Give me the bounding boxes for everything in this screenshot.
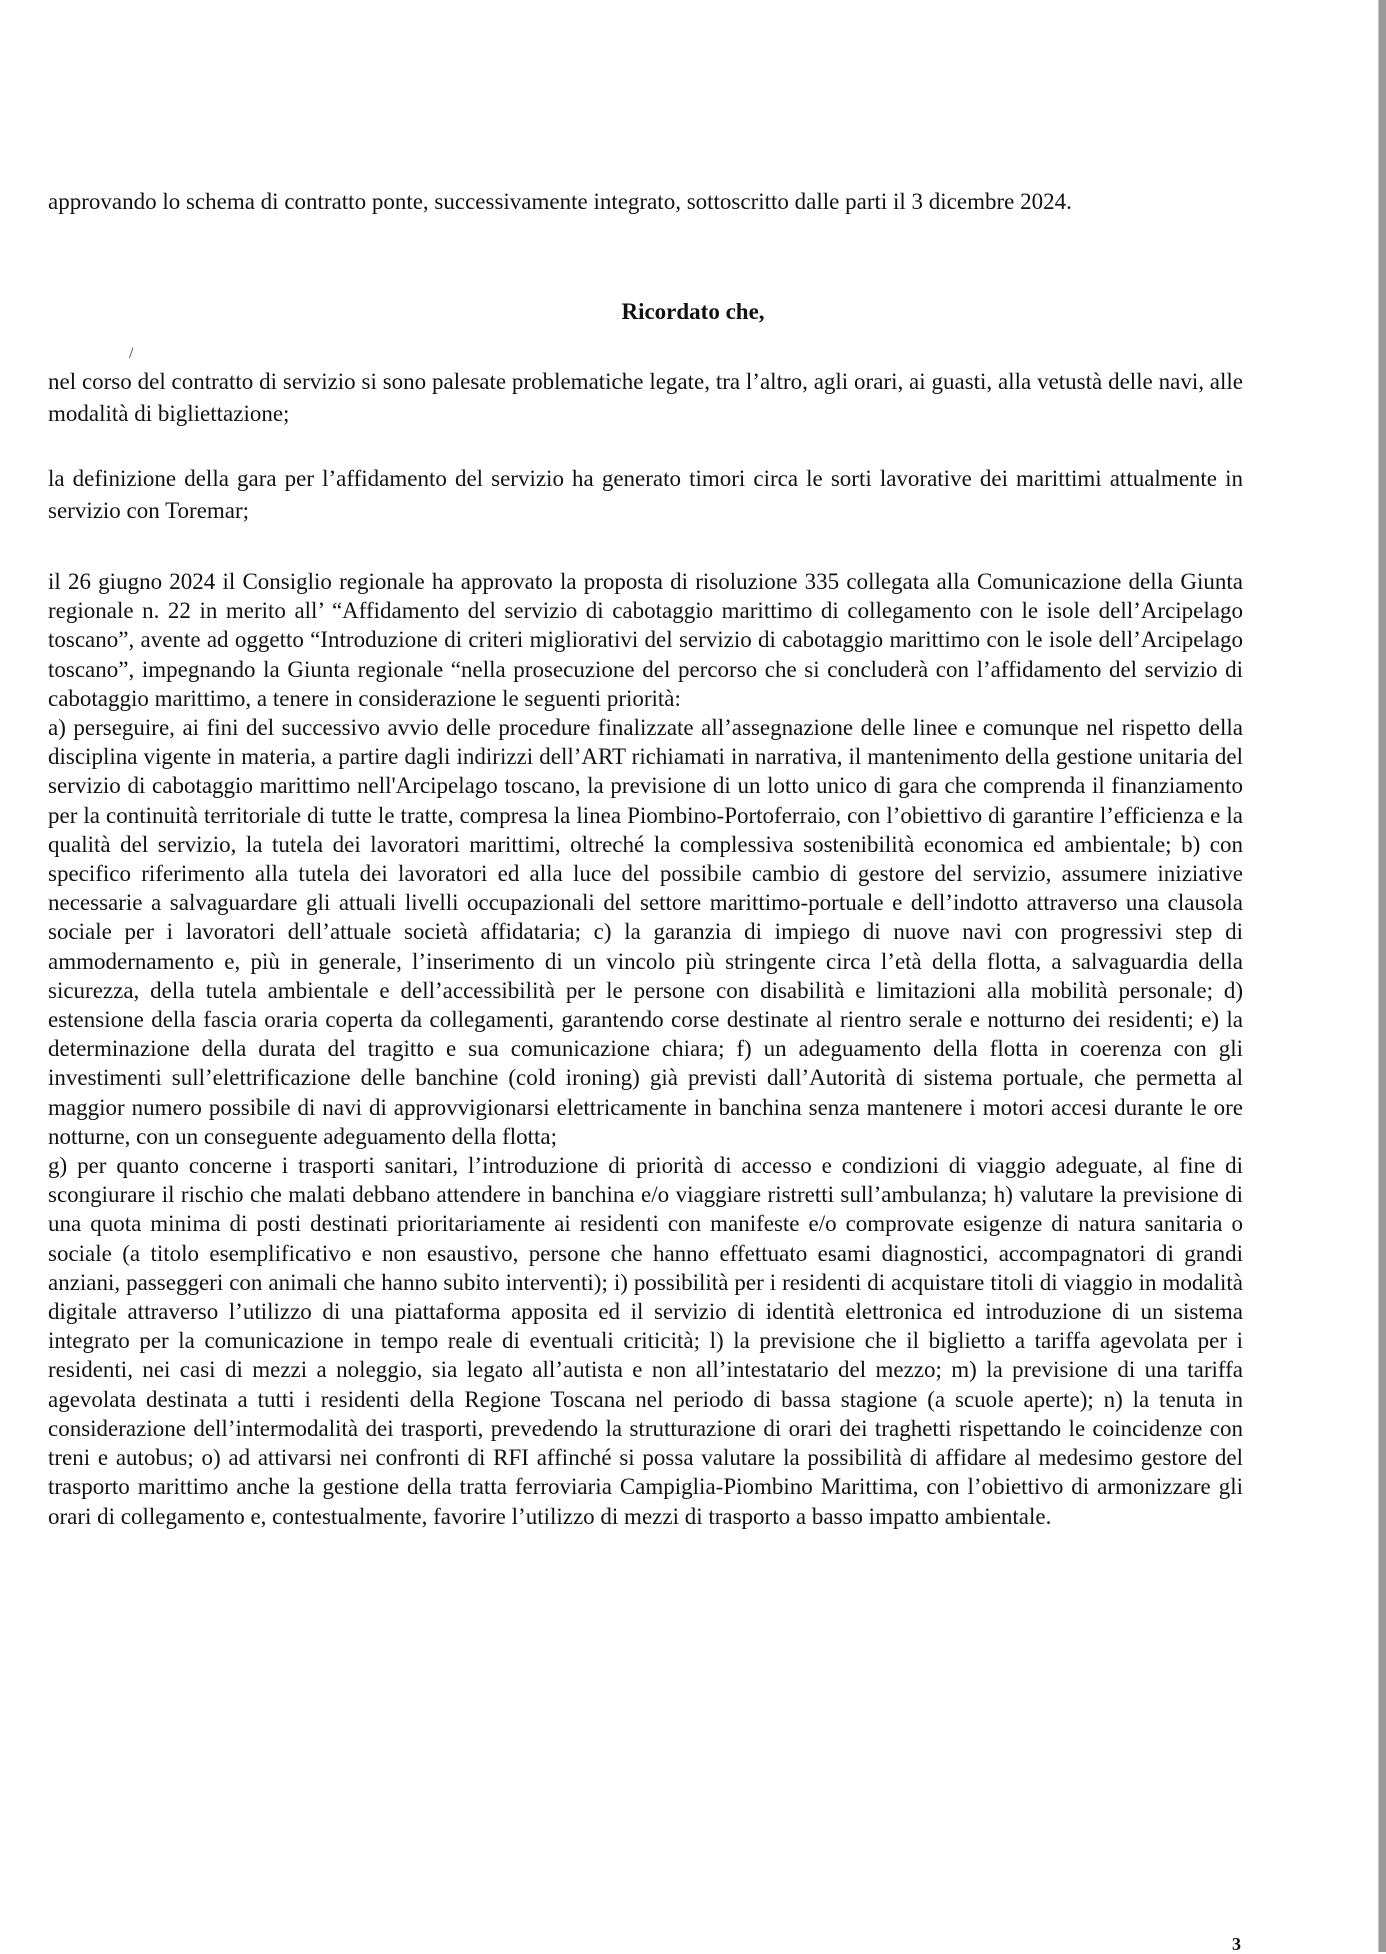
page-number: 3 (1232, 1934, 1241, 1954)
priorities-g-to-o: g) per quanto concerne i trasporti sanitari, l’introduzione di priorità di accesso e condizioni di viaggio adeguate, al fine di scongiurare il rischio che malati debbano attendere in banchina e/o viaggiare ristretti sull’ambulanza; h) valutare la previsione di una quota minima di posti destinati prioritariamente ai residenti con manifeste e/o comprovate esigenze di natura sanitaria o sociale (a titolo esemplificativo e non esaustivo, persone che hanno effettuato esami diagnostici, accompagnatori di grandi anziani, passeggeri con animali che hanno subito interventi); i) possibilità per i residenti di acquistare titoli di viaggio in modalità digitale attraverso l’utilizzo di una piattaforma apposita ed il servizio di identità elettronica ed introduzione di un sistema integrato per la comunicazione in tempo reale di eventuali criticità; l) la previsione che il biglietto a tariffa agevolata per i residenti, nei casi di mezzi a noleggio, sia legato all’autista e non all’intestatario del mezzo; m) la previsione di una tariffa agevolata destinata a tutti i residenti della Regione Toscana nel periodo di bassa stagione (a scuole aperte); n) la tenuta in considerazione dell’intermodalità dei trasporti, prevedendo la strutturazione di orari dei traghetti rispettando le coincidenze con treni e autobus; o) ad attivarsi nei confronti di RFI affinché si possa valutare la possibilità di affidare al medesimo gestore del trasporto marittimo anche la gestione della tratta ferroviaria Campiglia-Piombino Marittima, con l’obiettivo di armonizzare gli orari di collegamento e, contestualmente, favorire l’utilizzo di mezzi di trasporto a basso impatto ambientale. (48, 1153, 1243, 1529)
paragraph-tender-concerns: la definizione della gara per l’affidamento del servizio ha generato timori circa le sorti lavorative dei marittimi attualmente in servizio con Toremar; (48, 466, 1243, 523)
paragraph-council-resolution (48, 567, 1243, 1531)
intro-paragraph: approvando lo schema di contratto ponte, successivamente integrato, sottoscritto dalle parti il 3 dicembre 2024. (48, 189, 1072, 214)
section-heading: Ricordato che, (621, 299, 765, 324)
scan-mark: / (129, 345, 134, 362)
priorities-a-to-f: a) perseguire, ai fini del successivo avvio delle procedure finalizzate all’assegnazione delle linee e comunque nel rispetto della disciplina vigente in materia, a partire dagli indirizzi dell’ART richiamati in narrativa, il mantenimento della gestione unitaria del servizio di cabotaggio marittimo nell'Arcipelago toscano, la previsione di un lotto unico di gara che comprenda il finanziamento per la continuità territoriale di tutte le tratte, compresa la linea Piombino-Portoferraio, con l’obiettivo di garantire l’efficienza e la qualità del servizio, la tutela dei lavoratori marittimi, oltreché la complessiva sostenibilità economica ed ambientale; b) con specifico riferimento alla tutela dei lavoratori ed alla luce del possibile cambio di gestore del servizio, assumere iniziative necessarie a salvaguardare gli attuali livelli occupazionali del settore marittimo-portuale e dell’indotto attraverso una clausola sociale per i lavoratori dell’attuale società affidataria; c) la garanzia di impiego di nuove navi con progressivi step di ammodernamento e, più in generale, l’inserimento di un vincolo più stringente circa l’età della flotta, a salvaguardia della sicurezza, della tutela ambientale e dell’accessibilità per le persone con disabilità e limitazioni alla mobilità personale; d) estensione della fascia oraria coperta da collegamenti, garantendo corse destinate al rientro serale e notturno dei residenti; e) la determinazione della durata del tragitto e sua comunicazione chiara; f) un adeguamento della flotta in coerenza con gli investimenti sull’elettrificazione delle banchine (cold ironing) già previsti dall’Autorità di sistema portuale, che permetta al maggior numero possibile di navi di approvvigionarsi elettricamente in banchina senza mantenere i motori accesi durante le ore notturne, con un conseguente adeguamento della flotta; (48, 715, 1243, 1149)
viewer-edge (1378, 0, 1386, 1952)
paragraph-problems: nel corso del contratto di servizio si sono palesate problematiche legate, tra l’altro, agli orari, ai guasti, alla vetustà delle navi, alle modalità di bigliettazione; (48, 369, 1243, 426)
resolution-intro: il 26 giugno 2024 il Consiglio regionale ha approvato la proposta di risoluzione 335 collegata alla Comunicazione della Giunta regionale n. 22 in merito all’ “Affidamento del servizio di cabotaggio marittimo di collegamento con le isole dell’Arcipelago toscano”, avente ad oggetto “Introduzione di criteri migliorativi del servizio di cabotaggio marittimo con le isole dell’Arcipelago toscano”, impegnando la Giunta regionale “nella prosecuzione del percorso che si concluderà con l’affidamento del servizio di cabotaggio marittimo, a tenere in considerazione le seguenti priorità: (48, 569, 1243, 711)
